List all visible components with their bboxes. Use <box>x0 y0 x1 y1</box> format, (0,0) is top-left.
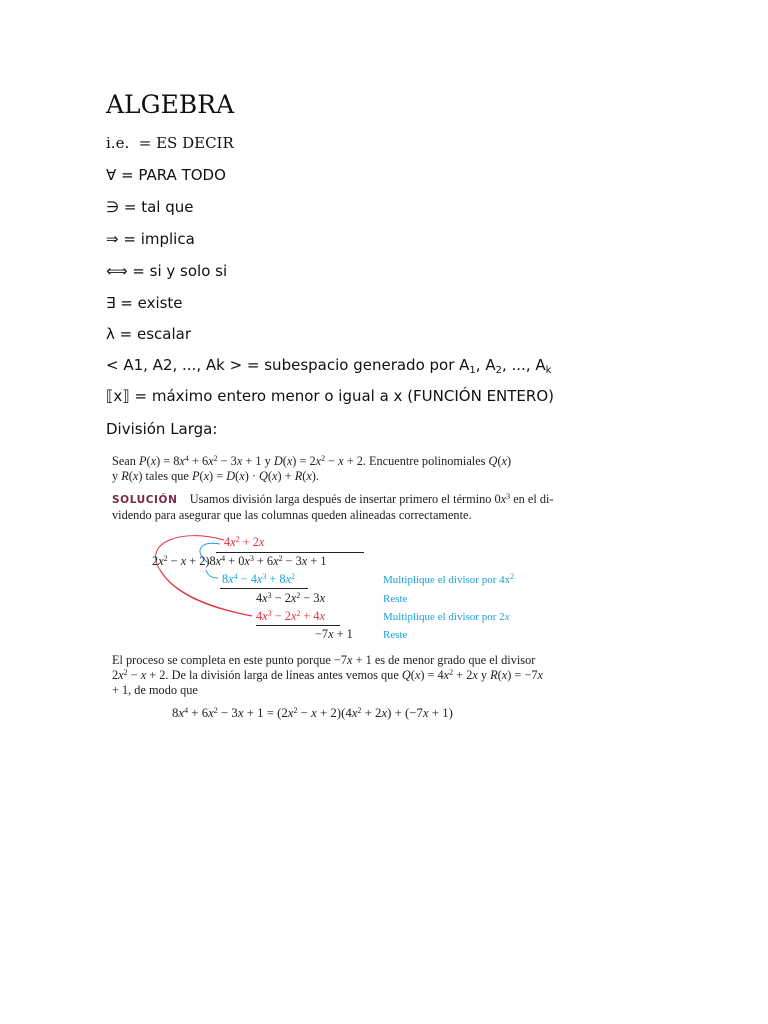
section-heading: División Larga: <box>106 420 218 438</box>
definition-iff <box>106 262 227 280</box>
remainder-1: $4x^3 - 2x^2 - 3x$ <box>256 591 326 605</box>
definition-span: < A1, A2, ..., Ak > = subespacio generado por $A_1$, $A_2$, ..., $A_k$ <box>106 356 552 376</box>
page-title: ALGEBRA <box>106 90 235 119</box>
final-identity: $8x^4 + 6x^2 - 3x + 1 = (2x^2 - x + 2)(4x^2 + 2x) + (-7x + 1)$ <box>172 706 453 720</box>
definition-symbol: ⇒ <box>106 230 119 248</box>
solution-label: SOLUCIÓN <box>112 494 178 506</box>
definition-lambda <box>106 325 191 343</box>
definition-symbol: ∃ <box>106 294 116 312</box>
product-2: $4x^3 - 2x^2 + 4x$ <box>256 609 326 623</box>
definition-implies <box>106 230 195 248</box>
note-remainder-1: Reste <box>383 593 408 605</box>
subtract-line-1 <box>220 588 308 589</box>
example-statement-2: y R(x) tales que P(x) = D(x) · Q(x) + R(x). <box>112 469 319 483</box>
definition-meaning: = ES DECIR <box>138 134 234 152</box>
definition-meaning: = implica <box>123 230 195 248</box>
conclusion-text-2: $2x^2 - x + 2$. De la división larga de líneas antes vemos que $Q(x) = 4x^2 + 2x$ y R(x) = −7x <box>112 668 543 682</box>
definition-symbol: i.e. <box>106 134 130 152</box>
definition-symbol: ∋ <box>106 198 120 216</box>
divisor-dividend: $2x^2 - x + 2)8x^4 + 0x^3 + 6x^2 - 3x + 1$ <box>152 554 327 568</box>
product-1: $8x^4 - 4x^3 + 8x^2$ <box>222 572 296 586</box>
conclusion-text: El proceso se completa en este punto porque −7x + 1 es de menor grado que el divisor <box>112 653 536 667</box>
definition-floor: ⟦x⟧ = máximo entero menor o igual a x (FUNCIÓN ENTERO) <box>106 387 554 405</box>
definition-forall <box>106 166 226 184</box>
division-bar <box>216 552 364 553</box>
definition-symbol: λ <box>106 325 115 343</box>
conclusion-text-3: + 1, de modo que <box>112 683 198 697</box>
note-multiply-1: Multiplique el divisor por $4x^2$ <box>383 572 515 586</box>
definition-meaning: = tal que <box>123 198 194 216</box>
subtract-line-2 <box>256 625 340 626</box>
quotient: $4x^2 + 2x$ <box>224 535 265 549</box>
definition-meaning: = si y solo si <box>132 262 228 280</box>
remainder-2: −7x + 1 <box>315 627 353 641</box>
note-remainder-2: Reste <box>383 629 408 641</box>
example-statement: Sean $P(x) = 8x^4 + 6x^2 - 3x + 1$ y $D(x) = 2x^2 - x + 2$. Encuentre polinomiales Q(x) <box>112 454 512 468</box>
definition-meaning: = escalar <box>119 325 192 343</box>
long-division-example-image <box>112 450 572 730</box>
definition-exists <box>106 294 183 312</box>
definition-such-that <box>106 198 193 216</box>
definition-symbol: ⟺ <box>106 262 128 280</box>
definition-meaning: = PARA TODO <box>121 166 226 184</box>
definition-meaning: = existe <box>120 294 183 312</box>
definition-symbol: ∀ <box>106 166 117 184</box>
definition-ie <box>106 134 234 152</box>
solution-text-2: videndo para asegurar que las columnas queden alineadas correctamente. <box>112 508 472 522</box>
solution-text: SOLUCIÓN Usamos división larga después de insertar primero el término $0x^3$ en el di- <box>112 492 554 506</box>
note-multiply-2: Multiplique el divisor por 2x <box>383 611 510 623</box>
